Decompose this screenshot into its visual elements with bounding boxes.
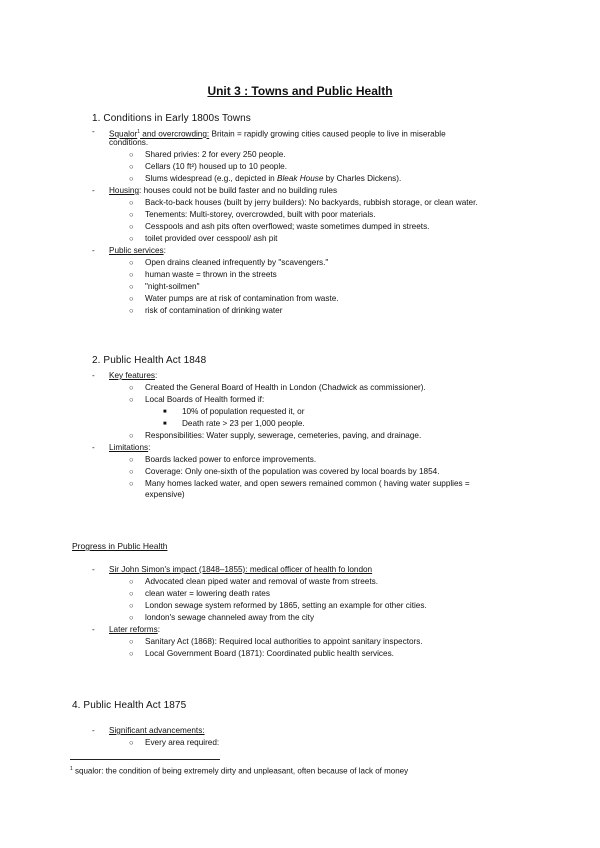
later-line [109,625,160,635]
list-item: Local Boards of Health formed if: [145,395,265,404]
list-item: Cesspools and ash pits often overflowed; waste sometimes dumped in streets. [145,222,430,231]
list-item: risk of contamination of drinking water [145,306,283,315]
services-text: : [163,246,166,255]
limitations-text: : [148,443,151,452]
list-item: Cellars (10 ft²) housed up to 10 people. [145,162,288,171]
list-item: human waste = thrown in the streets [145,270,277,279]
sub-list-item: Death rate > 23 per 1,000 people. [182,419,305,428]
circle-bullet: ○ [129,222,134,231]
list-item: Advocated clean piped water and removal of waste from streets. [145,577,379,586]
features-text: : [154,371,158,380]
circle-bullet: ○ [129,455,134,464]
circle-bullet: ○ [129,258,134,267]
list-item: Responsibilities: Water supply, sewerage, cemeteries, paving, and drainage. [145,431,422,440]
limitations-label: Limitations [109,443,149,452]
circle-bullet: ○ [129,395,134,404]
advancements-label: Significant advancements: [109,726,205,735]
squalor-line [109,127,446,140]
section-2-heading: 2. Public Health Act 1848 [92,355,207,366]
dash-bullet: - [92,565,95,574]
list-item: Open drains cleaned infrequently by "scavengers." [145,258,329,267]
footnote-divider [70,759,220,760]
list-item: London sewage system reformed by 1865, setting an example for other cities. [145,601,427,610]
housing-label: Housing [109,186,140,195]
section-3-heading: Progress in Public Health [72,541,168,551]
circle-bullet: ○ [129,601,134,610]
list-item: london's sewage channeled away from the city [145,613,315,622]
services-label: Public services [109,246,164,255]
circle-bullet: ○ [129,198,134,207]
list-item-text: Slums widespread (e.g., depicted in [145,174,277,183]
list-item-cont: expensive) [145,490,185,499]
dash-bullet: - [92,443,95,452]
footnote-ref[interactable]: 1 [137,129,141,135]
circle-bullet: ○ [129,150,134,159]
circle-bullet: ○ [129,577,134,586]
sub-list-item: 10% of population requested it, or [182,407,305,416]
list-item: Every area required: [145,738,220,747]
services-line [109,246,166,256]
circle-bullet: ○ [129,210,134,219]
circle-bullet: ○ [129,467,134,476]
footnote-text: squalor: the condition of being extremely dirty and unpleasant, often because of lack of money [72,766,409,776]
list-item: "night-soilmen" [145,282,200,291]
square-bullet: ■ [163,421,167,427]
dash-bullet: - [92,186,95,195]
simon-label: Sir John Simon's impact (1848–1855): medical officer of health fo london [109,565,373,574]
circle-bullet: ○ [129,738,134,747]
circle-bullet: ○ [129,234,134,243]
list-item: Back-to-back houses (built by jerry builders): No backyards, rubbish storage, or clean water. [145,198,478,207]
circle-bullet: ○ [129,637,134,646]
list-item: Water pumps are at risk of contamination from waste. [145,294,339,303]
circle-bullet: ○ [129,294,134,303]
list-item: Boards lacked power to enforce improvements. [145,455,317,464]
list-item: Sanitary Act (1868): Required local authorities to appoint sanitary inspectors. [145,637,423,646]
footnote-marker: 1 [70,766,73,772]
overcrowding-label: and overcrowding: [140,129,210,139]
dash-bullet: - [92,246,95,255]
squalor-label: Squalor [109,129,138,139]
list-item: Created the General Board of Health in London (Chadwick as commissioner). [145,383,426,392]
squalor-text: Britain = rapidly growing cities caused people to live in miserable [209,129,446,139]
page-title: Unit 3 : Towns and Public Health [207,84,393,98]
square-bullet: ■ [163,409,167,415]
squalor-text-cont: conditions. [109,138,149,147]
list-item: Coverage: Only one-sixth of the population was covered by local boards by 1854. [145,467,440,476]
circle-bullet: ○ [129,174,134,183]
footnote [70,766,408,776]
circle-bullet: ○ [129,282,134,291]
housing-line [109,186,337,196]
list-item: Tenements: Multi-storey, overcrowded, built with poor materials. [145,210,376,219]
circle-bullet: ○ [129,589,134,598]
circle-bullet: ○ [129,306,134,315]
list-item: Shared privies: 2 for every 250 people. [145,150,286,159]
list-item [145,174,401,184]
circle-bullet: ○ [129,162,134,171]
circle-bullet: ○ [129,270,134,279]
limitations-line [109,443,150,453]
list-item: Local Government Board (1871): Coordinated public health services. [145,649,394,658]
circle-bullet: ○ [129,431,134,440]
list-item: Many homes lacked water, and open sewers remained common ( having water supplies = [145,479,470,488]
housing-text: : houses could not be build faster and no building rules [139,186,338,195]
circle-bullet: ○ [129,613,134,622]
book-title: Bleak House [276,174,324,183]
list-item-text: by Charles Dickens). [323,174,402,183]
dash-bullet: - [92,371,95,380]
list-item: toilet provided over cesspool/ ash pit [145,234,278,243]
dash-bullet: - [92,625,95,634]
dash-bullet: - [92,127,95,136]
later-label: Later reforms [109,625,158,634]
circle-bullet: ○ [129,649,134,658]
later-text: : [157,625,160,634]
section-4-heading: 4. Public Health Act 1875 [72,700,187,711]
features-line [109,371,157,381]
circle-bullet: ○ [129,479,134,488]
list-item: clean water = lowering death rates [145,589,270,598]
dash-bullet: - [92,726,95,735]
section-1-heading: 1. Conditions in Early 1800s Towns [92,113,251,124]
circle-bullet: ○ [129,383,134,392]
features-label: Key features [109,371,155,380]
